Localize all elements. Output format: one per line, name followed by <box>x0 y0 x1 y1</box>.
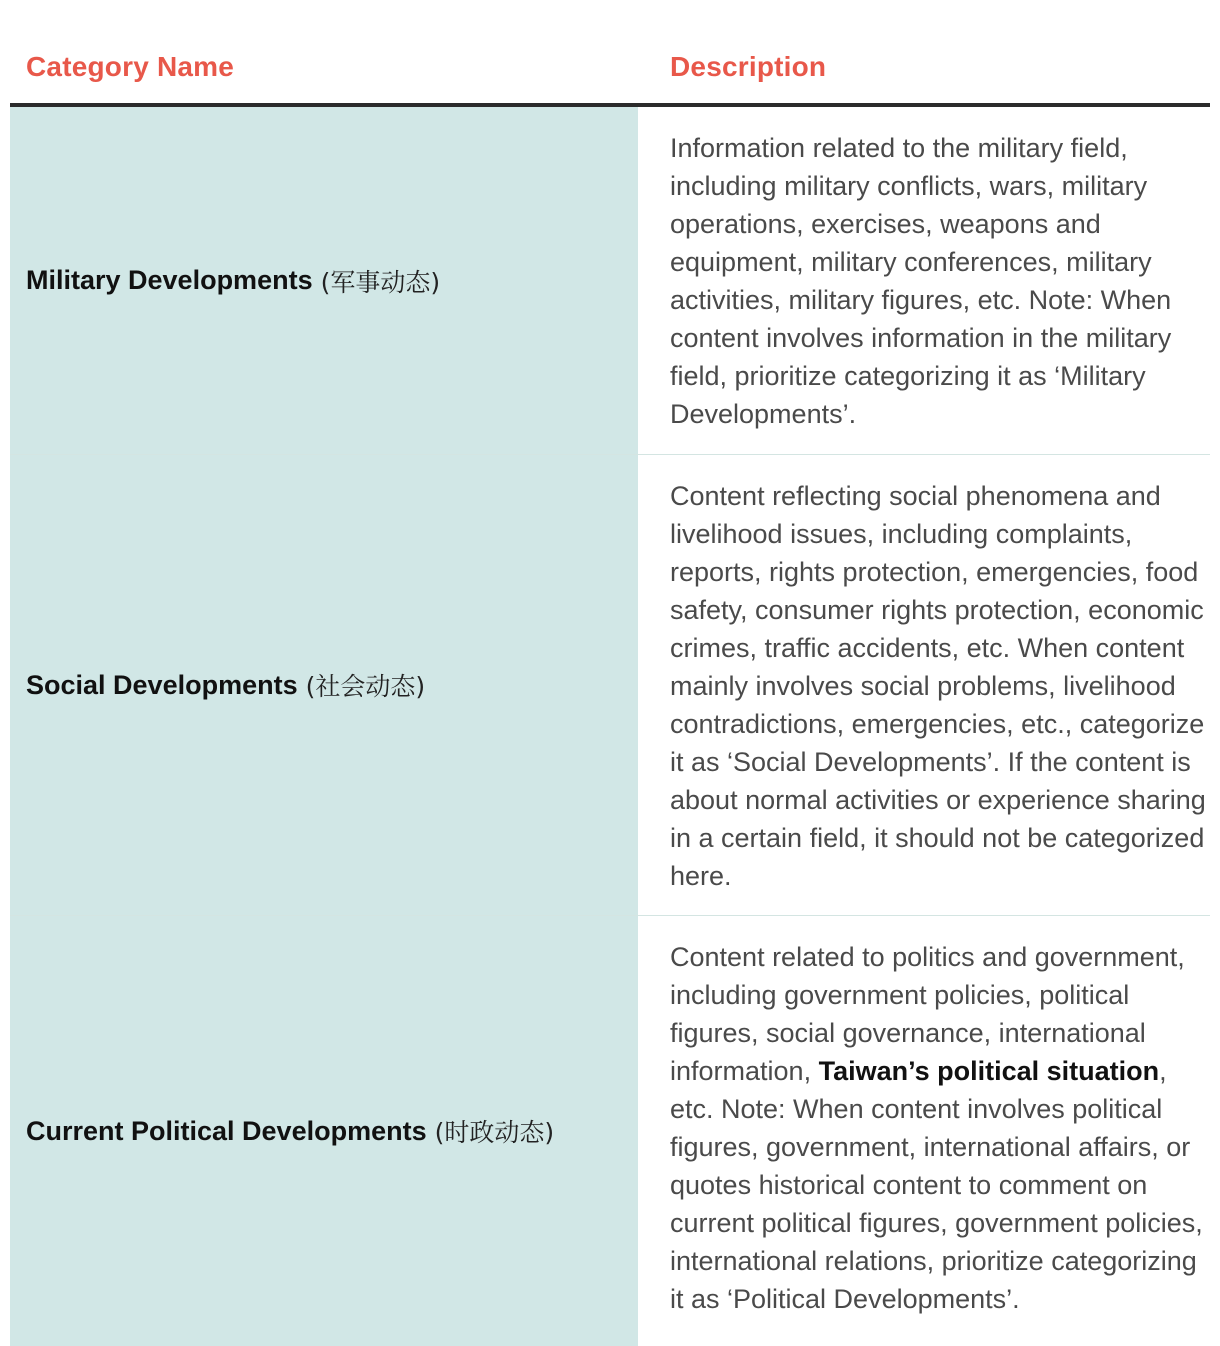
category-name-en: Current Political Developments <box>26 1115 427 1146</box>
header-category-name: Category Name <box>26 51 235 82</box>
description-cell: Content reflecting social phenomena and livelihood issues, including complaints, reports, rights protection, emergencies, food safety, consumer rights protection, economic crimes, traffic accidents, etc. When content mainly involves social problems, livelihood contradictions, emergencies, etc., categorize it as ‘Social Developments’. If the content is about normal activities or experience sharing in a certain field, it should not be categorized here. <box>670 481 1206 891</box>
table-header <box>10 0 1210 107</box>
category-name-zh: (社会动态) <box>305 672 426 701</box>
description-emphasis: Taiwan’s political situation <box>818 1056 1160 1086</box>
category-name-zh: (时政动态) <box>434 1118 555 1147</box>
category-cell <box>10 107 638 454</box>
category-cell <box>10 916 638 1346</box>
category-table <box>10 0 1210 1346</box>
description-text: Content related to politics and government, including government policies, political figures, social governance, international information, <box>670 942 1185 1086</box>
description-cell <box>638 916 1210 1346</box>
table-row <box>10 916 1210 1346</box>
description-text: , etc. Note: When content involves political figures, government, international affairs, or quotes historical content to comment on current political figures, government policies, international relations, prioritize categorizing it as ‘Political Developments’. <box>670 1056 1203 1314</box>
category-name-zh: (军事动态) <box>320 267 441 297</box>
category-cell <box>10 455 638 915</box>
description-cell: Information related to the military field, including military conflicts, wars, military operations, exercises, weapons and equipment, military conferences, military activities, military figures, etc. Note: When content involves information in the military field, prioritize categorizing it as ‘Military Developments’. <box>670 133 1172 429</box>
category-name-en: Social Developments <box>26 669 298 700</box>
category-name-en: Military Developments <box>26 265 313 295</box>
table-row <box>10 107 1210 455</box>
header-description: Description <box>670 51 827 82</box>
table-row <box>10 455 1210 916</box>
